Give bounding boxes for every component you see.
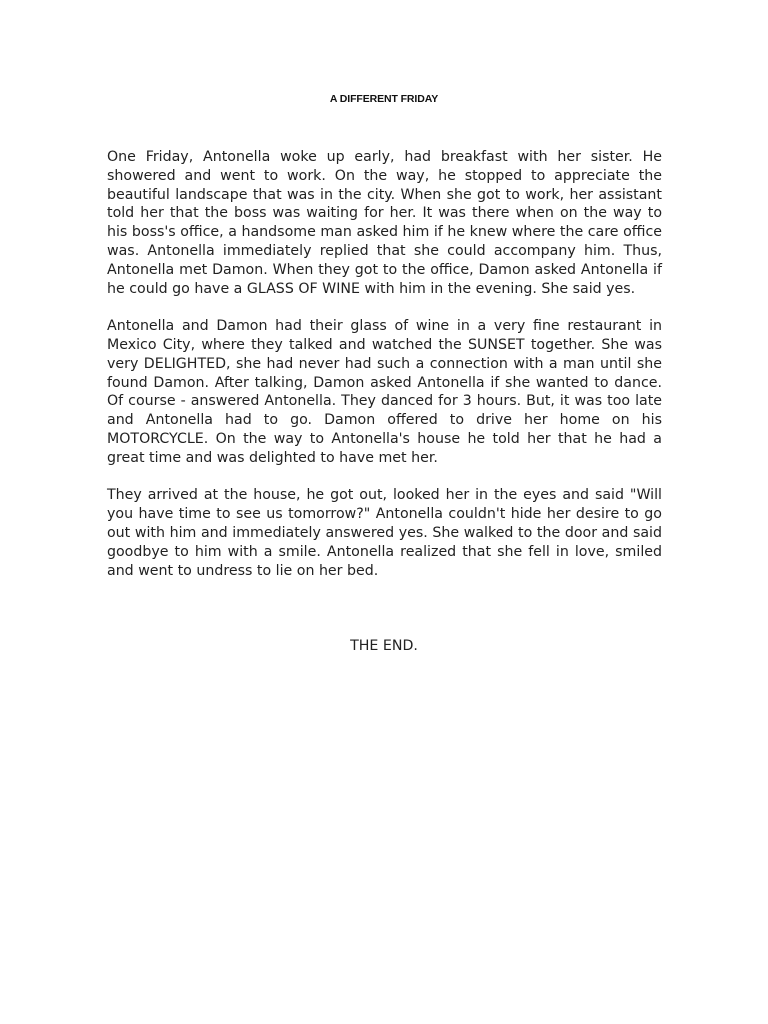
story-body (107, 148, 662, 599)
document-title: A DIFFERENT FRIDAY (329, 93, 439, 105)
paragraph-1: One Friday, Antonella woke up early, had breakfast with her sister. He showered and went to work. On the way, he stopped to appreciate the beautiful landscape that was in the city. When she got to work, her assistant told her that the boss was waiting for her. It was there when on the way to his boss's office, a handsome man asked him if he knew where the care office was. Antonella immediately replied that she could accompany him. Thus, Antonella met Damon. When they got to the office, Damon asked Antonella if he could go have a GLASS OF WINE with him in the evening. She said yes. (107, 149, 662, 297)
paragraph-3: They arrived at the house, he got out, looked her in the eyes and said "Will you have time to see us tomorrow?" Antonella couldn't hide her desire to go out with him and immediately answered yes. She walked to the door and said goodbye to him with a smile. Antonella realized that she fell in love, smiled and went to undress to lie on her bed. (107, 487, 662, 579)
paragraph-2: Antonella and Damon had their glass of wine in a very fine restaurant in Mexico City, where they talked and watched the SUNSET together. She was very DELIGHTED, she had never had such a connection with a man until she found Damon. After talking, Damon asked Antonella if she wanted to dance. Of course - answered Antonella. They danced for 3 hours. But, it was too late and Antonella had to go. Damon offered to drive her home on his MOTORCYCLE. On the way to Antonella's house he told her that he had a great time and was delighted to have met her. (107, 318, 662, 466)
story-ending: THE END. (350, 638, 418, 654)
